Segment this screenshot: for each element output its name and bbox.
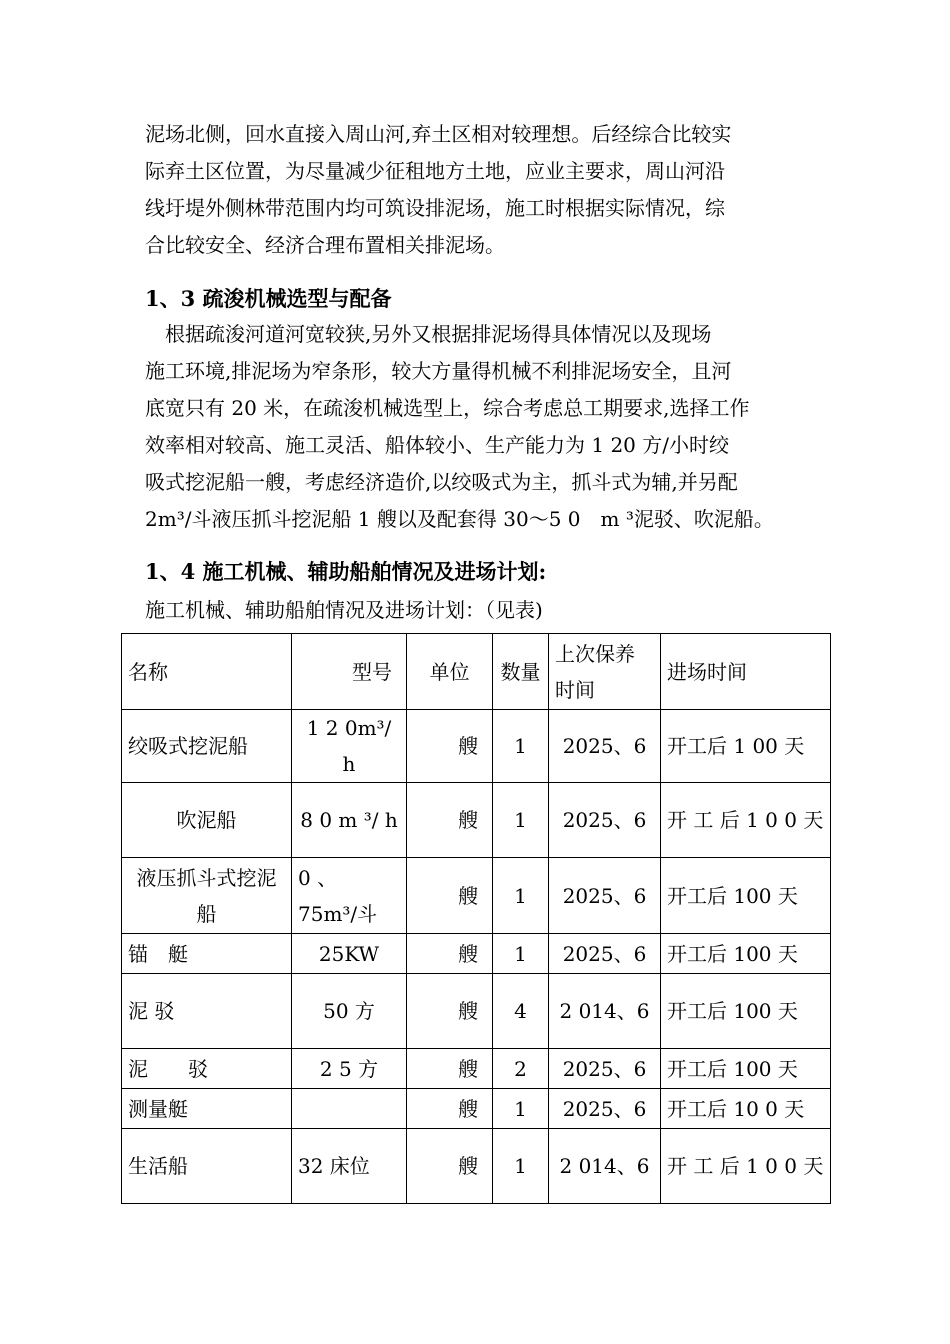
cell-entry: 开 工 后 1 0 0 天 (661, 1129, 831, 1204)
cell-model: 8 0 m ³/ h (292, 783, 407, 858)
cell-model: 32 床位 (292, 1129, 407, 1204)
cell-name: 泥 驳 (122, 1049, 292, 1089)
intro-line: 合比较安全、经济合理布置相关排泥场。 (145, 233, 505, 257)
cell-name: 泥 驳 (122, 974, 292, 1049)
intro-paragraph (145, 116, 805, 264)
table-header-row (122, 634, 831, 710)
cell-unit: 艘 (407, 1129, 493, 1204)
cell-maint: 2025、6 (549, 710, 661, 783)
cell-qty: 4 (493, 974, 549, 1049)
cell-name: 锚 艇 (122, 934, 292, 974)
header-qty: 数量 (493, 634, 549, 710)
table-row (122, 974, 831, 1049)
cell-model: 2 5 方 (292, 1049, 407, 1089)
cell-name: 吹泥船 (122, 783, 292, 858)
cell-entry: 开工后 1 00 天 (661, 710, 831, 783)
equipment-table (121, 633, 831, 1204)
cell-entry: 开 工 后 1 0 0 天 (661, 783, 831, 858)
dredging-line: 效率相对较高、施工灵活、船体较小、生产能力为 1 20 方/小时绞 (145, 433, 729, 457)
table-row (122, 1049, 831, 1089)
header-entry: 进场时间 (661, 634, 831, 710)
table-row (122, 858, 831, 934)
dredging-paragraph (145, 316, 805, 538)
dredging-line: 2m³/斗液压抓斗挖泥船 1 艘以及配套得 30～5 0 m ³泥驳、吹泥船。 (145, 507, 774, 531)
cell-unit: 艘 (407, 710, 493, 783)
cell-qty: 1 (493, 1089, 549, 1129)
cell-qty: 1 (493, 783, 549, 858)
cell-unit: 艘 (407, 1089, 493, 1129)
cell-model: 1 2 0m³/ h (292, 710, 407, 783)
cell-maint: 2025、6 (549, 1049, 661, 1089)
header-unit: 单位 (407, 634, 493, 710)
dredging-line: 吸式挖泥船一艘，考虑经济造价,以绞吸式为主，抓斗式为辅,并另配 (145, 470, 738, 494)
table-caption: 施工机械、辅助船舶情况及进场计划：（见表) (145, 598, 543, 622)
cell-maint: 2025、6 (549, 783, 661, 858)
header-model: 型号 (292, 634, 407, 710)
cell-unit: 艘 (407, 974, 493, 1049)
cell-name: 绞吸式挖泥船 (122, 710, 292, 783)
intro-line: 泥场北侧，回水直接入周山河,弃土区相对较理想。后经综合比较实 (145, 122, 732, 146)
cell-qty: 1 (493, 858, 549, 934)
dredging-line: 底宽只有 20 米，在疏浚机械选型上，综合考虑总工期要求,选择工作 (145, 396, 750, 420)
cell-entry: 开工后 10 0 天 (661, 1089, 831, 1129)
cell-entry: 开工后 100 天 (661, 1049, 831, 1089)
cell-maint: 2025、6 (549, 1089, 661, 1129)
cell-maint: 2 014、6 (549, 1129, 661, 1204)
cell-maint: 2025、6 (549, 858, 661, 934)
intro-line: 线圩堤外侧林带范围内均可筑设排泥场，施工时根据实际情况，综 (145, 196, 725, 220)
cell-model: 25KW (292, 934, 407, 974)
cell-unit: 艘 (407, 1049, 493, 1089)
table-row (122, 783, 831, 858)
header-maint: 上次保养时间 (549, 634, 661, 710)
cell-entry: 开工后 100 天 (661, 858, 831, 934)
header-name: 名称 (122, 634, 292, 710)
table-row (122, 1089, 831, 1129)
section-heading-1-4: 1、4 施工机械、辅助船舶情况及进场计划: (145, 559, 547, 584)
table-row (122, 1129, 831, 1204)
cell-name: 测量艇 (122, 1089, 292, 1129)
dredging-line: 根据疏浚河道河宽较狭,另外又根据排泥场得具体情况以及现场 (145, 322, 712, 346)
intro-line: 际弃土区位置，为尽量减少征租地方土地，应业主要求，周山河沿 (145, 159, 725, 183)
cell-model: 0 、 75m³/斗 (292, 858, 407, 934)
cell-model (292, 1089, 407, 1129)
dredging-line: 施工环境,排泥场为窄条形，较大方量得机械不利排泥场安全，且河 (145, 359, 732, 383)
cell-model: 50 方 (292, 974, 407, 1049)
cell-entry: 开工后 100 天 (661, 934, 831, 974)
cell-name: 生活船 (122, 1129, 292, 1204)
cell-qty: 1 (493, 1129, 549, 1204)
table-row (122, 710, 831, 783)
cell-qty: 1 (493, 934, 549, 974)
section-heading-1-3: 1、3 疏浚机械选型与配备 (145, 286, 392, 311)
table-row (122, 934, 831, 974)
cell-maint: 2 014、6 (549, 974, 661, 1049)
cell-unit: 艘 (407, 783, 493, 858)
cell-maint: 2025、6 (549, 934, 661, 974)
cell-unit: 艘 (407, 858, 493, 934)
cell-qty: 2 (493, 1049, 549, 1089)
cell-qty: 1 (493, 710, 549, 783)
cell-entry: 开工后 100 天 (661, 974, 831, 1049)
cell-unit: 艘 (407, 934, 493, 974)
cell-name: 液压抓斗式挖泥船 (122, 858, 292, 934)
